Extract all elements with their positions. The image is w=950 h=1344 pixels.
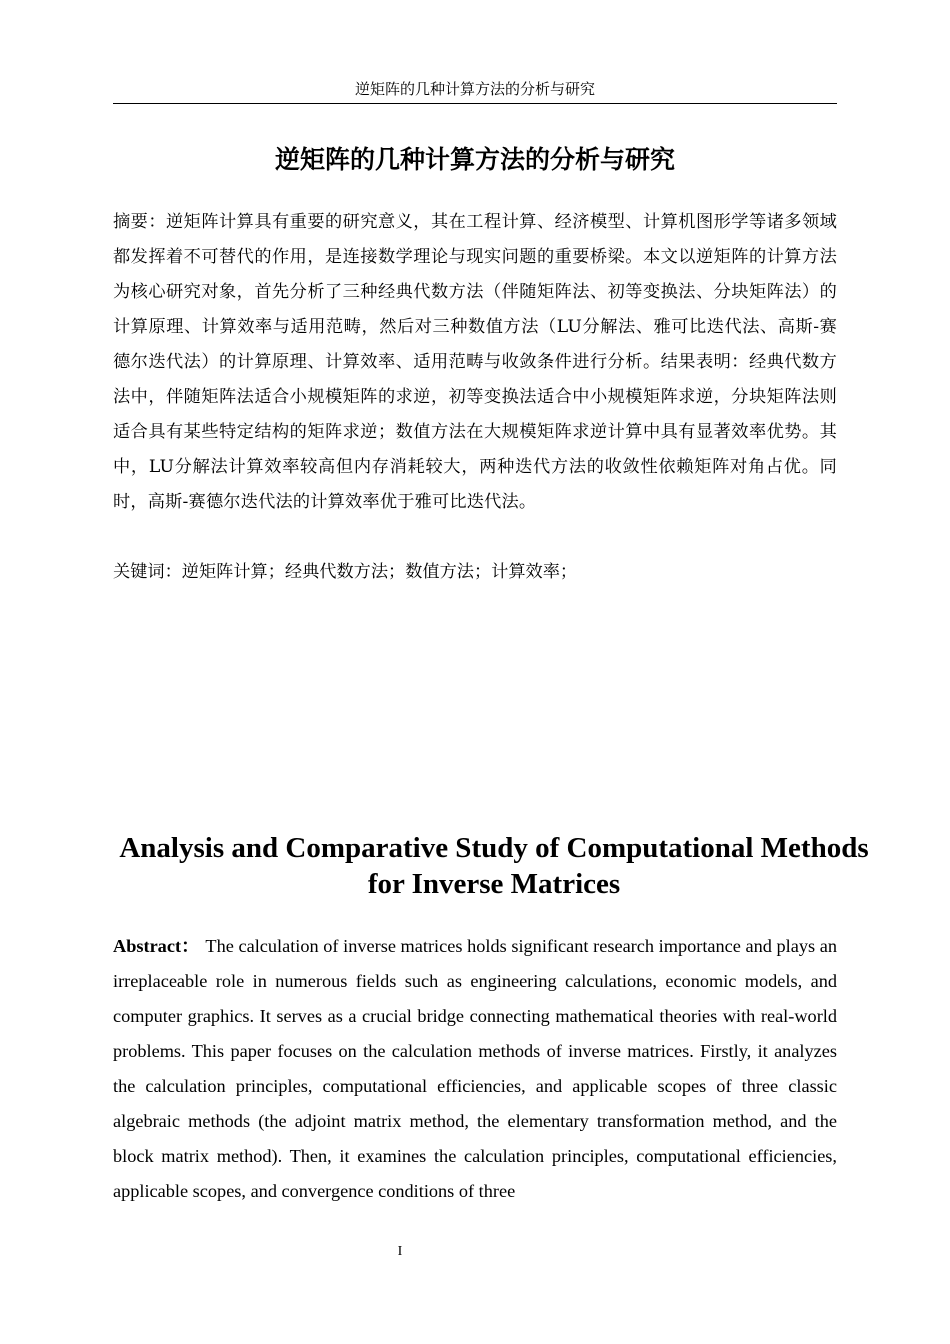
running-header: [113, 78, 837, 104]
chinese-abstract: [113, 205, 837, 520]
chinese-keywords: [113, 555, 837, 590]
english-abstract: [113, 929, 837, 1209]
english-title: Analysis and Comparative Study of Computational Methods for Inverse Matrices: [119, 832, 869, 900]
running-header-title: 逆矩阵的几种计算方法的分析与研究: [354, 80, 595, 98]
page-number: I: [397, 1244, 403, 1259]
english-abstract-text: The calculation of inverse matrices holds significant research importance and plays an irreplaceable role in numerous fields such as engineering calculations, economic models, and computer graphics. It serves as a crucial bridge connecting mathematical theories with real-world problems. This paper focuses on the calculation methods of inverse matrices. Firstly, it analyzes the calculation principles, computational efficiencies, and applicable scopes of three classic algebraic methods (the adjoint matrix method, the elementary transformation method, and the block matrix method). Then, it examines the calculation principles, computational efficiencies, applicable scopes, and convergence conditions of three: [113, 936, 837, 1201]
chinese-keywords-label: 关键词：: [113, 562, 182, 582]
chinese-abstract-label: 摘要：: [113, 212, 166, 232]
english-abstract-label: Abstract：: [113, 936, 200, 956]
chinese-keywords-text: 逆矩阵计算；经典代数方法；数值方法；计算效率；: [181, 562, 578, 582]
chinese-abstract-text: 逆矩阵计算具有重要的研究意义，其在工程计算、经济模型、计算机图形学等诸多领域都发挥着不可替代的作用，是连接数学理论与现实问题的重要桥梁。本文以逆矩阵的计算方法为核心研究对象，首先分析了三种经典代数方法（伴随矩阵法、初等变换法、分块矩阵法）的计算原理、计算效率与适用范畴，然后对三种数值方法（LU分解法、雅可比迭代法、高斯-赛德尔迭代法）的计算原理、计算效率、适用范畴与收敛条件进行分析。结果表明：经典代数方法中，伴随矩阵法适合小规模矩阵的求逆，初等变换法适合中小规模矩阵求逆，分块矩阵法则适合具有某些特定结构的矩阵求逆；数值方法在大规模矩阵求逆计算中具有显著效率优势。其中，LU分解法计算效率较高但内存消耗较大，两种迭代方法的收敛性依赖矩阵对角占优。同时，高斯-赛德尔迭代法的计算效率优于雅可比迭代法。: [113, 212, 837, 512]
chinese-title: 逆矩阵的几种计算方法的分析与研究: [274, 145, 675, 174]
